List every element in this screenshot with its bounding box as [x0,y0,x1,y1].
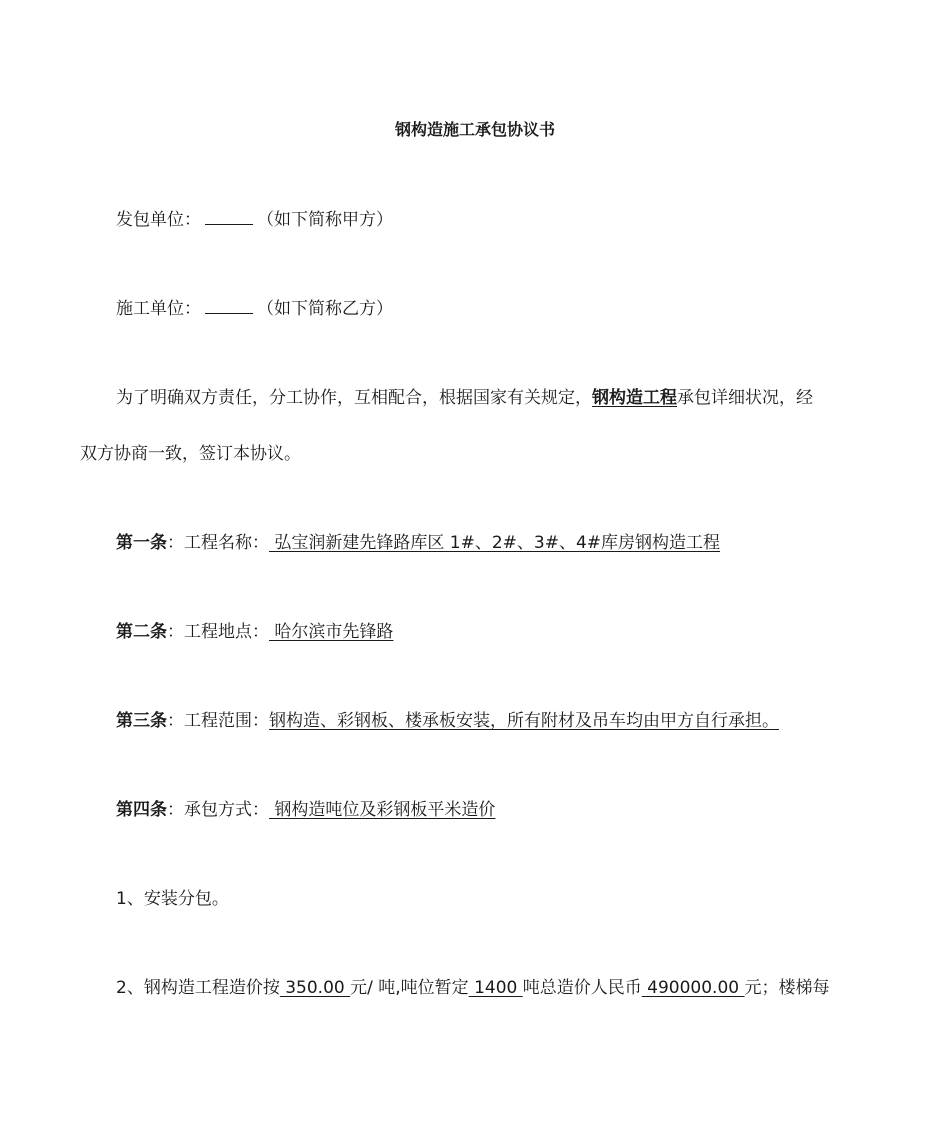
article-1-number: 第一条 [116,533,167,553]
article-4-label: ：承包方式： [167,800,269,820]
article-2-label: ：工程地点： [167,622,269,642]
item-2-tonnage: 1400 [468,978,523,998]
article-4-value: 钢构造吨位及彩钢板平米造价 [269,800,496,820]
contractor-label: 施工单位： [116,299,201,319]
intro-line-1 [116,386,813,410]
employer-label: 发包单位： [116,210,201,230]
item-2-total-price: 490000.00 [641,978,745,998]
contractor-line [116,297,393,321]
item-2-text-1: 2、钢构造工程造价按 [116,978,280,998]
article-3-number: 第三条 [116,711,167,731]
article-1-label: ：工程名称： [167,533,269,553]
intro-text-2: 承包详细状况，经 [677,388,813,408]
article-2 [116,620,393,644]
item-1: 1、安装分包。 [116,889,229,909]
contractor-note: （如下简称乙方） [257,299,393,319]
employer-blank [205,208,253,225]
item-2-text-3: 吨总造价人民币 [522,978,642,998]
item-2-text-2: 元/ 吨,吨位暂定 [350,978,469,998]
article-2-number: 第二条 [116,622,167,642]
item-2-unit-price: 350.00 [279,978,351,998]
intro-text-1: 为了明确双方责任，分工协作，互相配合，根据国家有关规定， [116,388,592,408]
item-2-text-4: 元；楼梯每 [744,978,830,998]
intro-project-name: 钢构造工程 [592,388,677,408]
article-1-value: 弘宝润新建先锋路库区 1#、2#、3#、4#库房钢构造工程 [269,533,721,553]
intro-line-2: 双方协商一致，签订本协议。 [80,444,301,464]
article-4-number: 第四条 [116,800,167,820]
contractor-blank [205,297,253,314]
article-3-value: 钢构造、彩钢板、楼承板安装，所有附材及吊车均由甲方自行承担。 [269,711,779,731]
employer-note: （如下简称甲方） [257,210,393,230]
article-4 [116,798,495,822]
article-3-label: ：工程范围： [167,711,269,731]
article-3 [116,709,779,733]
article-2-value: 哈尔滨市先锋路 [269,622,394,642]
article-1 [116,531,720,555]
document-title: 钢构造施工承包协议书 [394,120,555,139]
employer-line [116,208,393,232]
item-2 [116,976,830,1000]
